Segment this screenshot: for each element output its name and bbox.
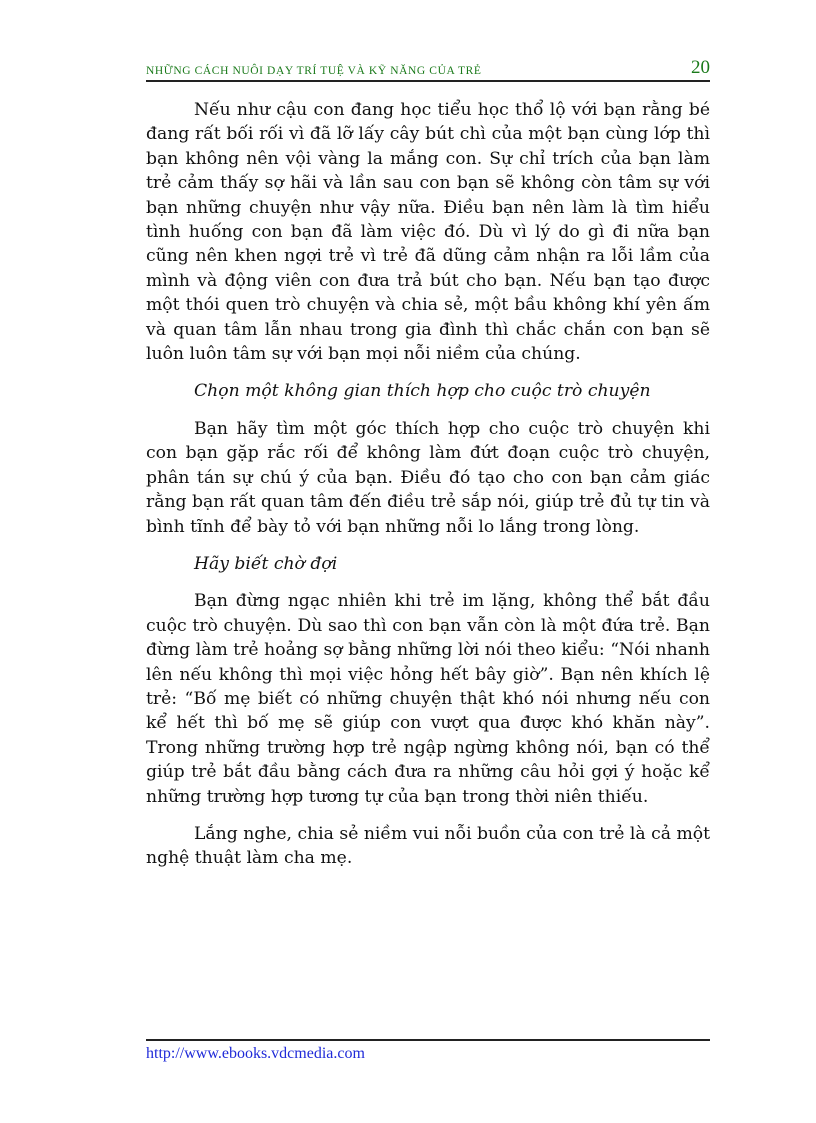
footer-website-link[interactable]: http://www.ebooks.vdcmedia.com [146, 1045, 365, 1062]
paragraph-1: Nếu như cậu con đang học tiểu học thổ lộ với bạn rằng bé đang rất bối rối vì đã lỡ lấy cây bút chì của một bạn cùng lớp thì bạn không nên vội vàng la mắng con. Sự chỉ trích của bạn làm trẻ cảm thấy sợ hãi và lần sau con bạn sẽ không còn tâm sự với bạn những chuyện như vậy nữa. Điều bạn nên làm là tìm hiểu tình huống con bạn đã làm việc đó. Dù vì lý do gì đi nữa bạn cũng nên khen ngợi trẻ vì trẻ đã dũng cảm nhận ra lỗi lầm của mình và động viên con đưa trả bút cho bạn. Nếu bạn tạo được một thói quen trò chuyện và chia sẻ, một bầu không khí yên ấm và quan tâm lẫn nhau trong gia đình thì chắc chắn con bạn sẽ luôn luôn tâm sự với bạn mọi nỗi niềm của chúng. [146, 100, 710, 365]
page-body [146, 98, 710, 884]
footer-divider [146, 1039, 710, 1041]
running-title: NHỮNG CÁCH NUÔI DẠY TRÍ TUỆ VÀ KỸ NĂNG CỦA TRẺ [146, 65, 482, 77]
page-number: 20 [691, 57, 710, 78]
page-header [146, 57, 710, 82]
section-heading-2: Hãy biết chờ đợi [194, 553, 338, 574]
paragraph-4: Lắng nghe, chia sẻ niềm vui nỗi buồn của con trẻ là cả một nghệ thuật làm cha mẹ. [146, 823, 710, 869]
paragraph-2: Bạn hãy tìm một góc thích hợp cho cuộc trò chuyện khi con bạn gặp rắc rối để không làm đứt đoạn cuộc trò chuyện, phân tán sự chú ý của bạn. Điều đó tạo cho con bạn cảm giác rằng bạn rất quan tâm đến điều trẻ sắp nói, giúp trẻ đủ tự tin và bình tĩnh để bày tỏ với bạn những nỗi lo lắng trong lòng. [146, 418, 710, 537]
paragraph-3: Bạn đừng ngạc nhiên khi trẻ im lặng, không thể bắt đầu cuộc trò chuyện. Dù sao thì con bạn vẫn còn là một đứa trẻ. Bạn đừng làm trẻ hoảng sợ bằng những lời nói theo kiểu: “Nói nhanh lên nếu không thì mọi việc hỏng hết bây giờ”. Bạn nên khích lệ trẻ: “Bố mẹ biết có những chuyện thật khó nói nhưng nếu con kể hết thì bố mẹ sẽ giúp con vượt qua được khó khăn này”. Trong những trường hợp trẻ ngập ngừng không nói, bạn có thể giúp trẻ bắt đầu bằng cách đưa ra những câu hỏi gợi ý hoặc kể những trường hợp tương tự của bạn trong thời niên thiếu. [146, 591, 710, 807]
section-heading-1: Chọn một không gian thích hợp cho cuộc trò chuyện [194, 381, 651, 402]
